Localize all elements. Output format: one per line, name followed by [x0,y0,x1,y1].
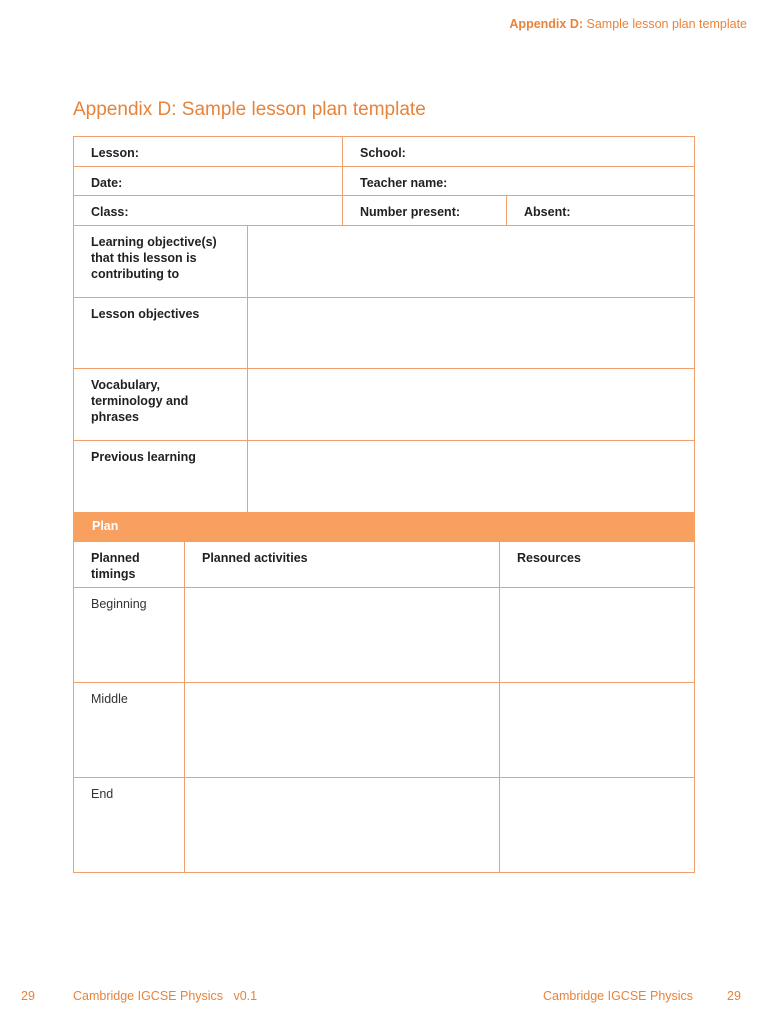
running-head [509,17,747,31]
learning-objectives-input[interactable] [247,225,695,298]
number-present-label: Number present: [360,205,461,219]
number-present-cell[interactable] [342,195,507,226]
lesson-label: Lesson: [91,146,139,160]
footer-page-number-right: 29 [727,989,741,1003]
previous-learning-label-cell [73,440,248,513]
planned-timings-header [73,541,185,588]
date-cell[interactable] [73,166,343,196]
absent-label: Absent: [524,205,571,219]
footer-page-number-left: 29 [21,989,35,1003]
school-cell[interactable] [342,136,695,167]
plan-heading: Plan [92,519,119,533]
end-resources-input[interactable] [499,777,695,873]
beginning-activities-input[interactable] [184,587,500,683]
planned-activities-label: Planned activities [202,551,308,565]
planned-timings-label: Planned timings [91,551,140,581]
plan-heading-bar [73,512,695,542]
end-timing-cell [73,777,185,873]
beginning-timing-cell [73,587,185,683]
lesson-objectives-label: Lesson objectives [91,307,200,321]
middle-label: Middle [91,692,128,706]
vocabulary-label: Vocabulary, terminology and phrases [91,378,189,424]
lesson-cell[interactable] [73,136,343,167]
class-cell[interactable] [73,195,343,226]
footer-right-text: Cambridge IGCSE Physics [543,989,694,1003]
beginning-label: Beginning [91,597,147,611]
end-label: End [91,787,114,801]
middle-timing-cell [73,682,185,778]
planned-activities-header [184,541,500,588]
resources-label: Resources [517,551,581,565]
learning-objectives-label: Learning objective(s) that this lesson is contributing to [91,235,217,281]
lesson-objectives-label-cell [73,297,248,369]
running-head-bold: Appendix D: [509,17,584,31]
teacher-name-label: Teacher name: [360,176,448,190]
previous-learning-label: Previous learning [91,450,196,464]
middle-activities-input[interactable] [184,682,500,778]
class-label: Class: [91,205,129,219]
learning-objectives-label-cell [73,225,248,298]
middle-resources-input[interactable] [499,682,695,778]
footer-left-text: Cambridge IGCSE Physics v0.1 [73,989,258,1003]
date-label: Date: [91,176,123,190]
vocabulary-input[interactable] [247,368,695,441]
lesson-objectives-input[interactable] [247,297,695,369]
teacher-name-cell[interactable] [342,166,695,196]
end-activities-input[interactable] [184,777,500,873]
running-head-rest: Sample lesson plan template [583,17,747,31]
absent-cell[interactable] [506,195,695,226]
previous-learning-input[interactable] [247,440,695,513]
beginning-resources-input[interactable] [499,587,695,683]
resources-header [499,541,695,588]
vocabulary-label-cell [73,368,248,441]
page-title: Appendix D: Sample lesson plan template [73,99,426,120]
school-label: School: [360,146,406,160]
